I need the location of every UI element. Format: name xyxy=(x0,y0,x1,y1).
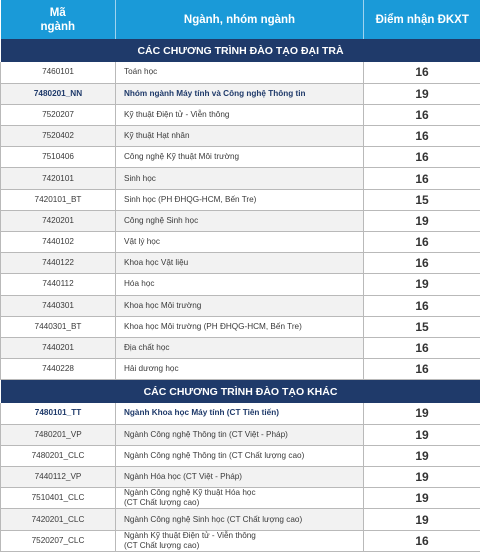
section-title: CÁC CHƯƠNG TRÌNH ĐÀO TẠO ĐẠI TRÀ xyxy=(1,39,480,62)
score-value: 19 xyxy=(364,83,480,104)
table-row xyxy=(1,337,480,358)
major-name: Công nghệ Sinh học xyxy=(116,210,364,231)
table-row xyxy=(1,147,480,168)
table-row xyxy=(1,488,480,509)
major-code: 7480201_NN xyxy=(1,83,116,104)
table-row xyxy=(1,189,480,210)
score-value: 16 xyxy=(364,232,480,253)
table-row xyxy=(1,316,480,337)
header-name: Ngành, nhóm ngành xyxy=(116,0,364,39)
table-row xyxy=(1,126,480,147)
major-name: Sinh học xyxy=(116,168,364,189)
score-value: 19 xyxy=(364,509,480,530)
major-name: Hải dương học xyxy=(116,359,364,380)
major-name: Khoa học Môi trường (PH ĐHQG-HCM, Bến Tre) xyxy=(116,316,364,337)
table-header-row xyxy=(1,0,480,39)
major-name: Kỹ thuật Hạt nhân xyxy=(116,126,364,147)
major-code: 7520207_CLC xyxy=(1,530,116,551)
table-row xyxy=(1,274,480,295)
score-value: 19 xyxy=(364,488,480,509)
major-name: Ngành Kỹ thuật Điện tử - Viễn thông (CT Chất lượng cao) xyxy=(116,530,364,551)
table-row xyxy=(1,253,480,274)
major-name: Sinh học (PH ĐHQG-HCM, Bến Tre) xyxy=(116,189,364,210)
score-value: 19 xyxy=(364,466,480,487)
major-name: Vật lý học xyxy=(116,232,364,253)
major-name: Hóa học xyxy=(116,274,364,295)
score-value: 16 xyxy=(364,530,480,551)
score-value: 19 xyxy=(364,445,480,466)
major-name: Kỹ thuật Điện tử - Viễn thông xyxy=(116,104,364,125)
major-name: Ngành Hóa học (CT Việt - Pháp) xyxy=(116,466,364,487)
score-value: 19 xyxy=(364,424,480,445)
score-value: 15 xyxy=(364,316,480,337)
score-value: 16 xyxy=(364,295,480,316)
major-name: Ngành Công nghệ Thông tin (CT Chất lượng cao) xyxy=(116,445,364,466)
major-code: 7510406 xyxy=(1,147,116,168)
section-title: CÁC CHƯƠNG TRÌNH ĐÀO TẠO KHÁC xyxy=(1,380,480,403)
table-row xyxy=(1,466,480,487)
major-code: 7520402 xyxy=(1,126,116,147)
table-row xyxy=(1,62,480,83)
major-name: Ngành Công nghệ Sinh học (CT Chất lượng cao) xyxy=(116,509,364,530)
score-value: 19 xyxy=(364,274,480,295)
score-value: 16 xyxy=(364,168,480,189)
major-code: 7440112_VP xyxy=(1,466,116,487)
table-row xyxy=(1,445,480,466)
major-name: Toán học xyxy=(116,62,364,83)
table-body xyxy=(1,39,480,552)
score-value: 16 xyxy=(364,337,480,358)
table-row xyxy=(1,83,480,104)
major-code: 7440102 xyxy=(1,232,116,253)
major-name: Ngành Khoa học Máy tính (CT Tiên tiến) xyxy=(116,403,364,424)
major-code: 7440301 xyxy=(1,295,116,316)
major-name: Công nghệ Kỹ thuật Môi trường xyxy=(116,147,364,168)
major-code: 7420101 xyxy=(1,168,116,189)
major-code: 7440301_BT xyxy=(1,316,116,337)
major-code: 7440112 xyxy=(1,274,116,295)
table-row xyxy=(1,530,480,551)
major-code: 7420101_BT xyxy=(1,189,116,210)
table-row xyxy=(1,359,480,380)
table-row xyxy=(1,295,480,316)
major-code: 7440228 xyxy=(1,359,116,380)
score-value: 16 xyxy=(364,104,480,125)
section-row xyxy=(1,39,480,62)
table-row xyxy=(1,210,480,231)
major-code: 7420201 xyxy=(1,210,116,231)
major-name: Địa chất học xyxy=(116,337,364,358)
score-value: 19 xyxy=(364,403,480,424)
score-value: 16 xyxy=(364,126,480,147)
table-row xyxy=(1,424,480,445)
major-code: 7480201_VP xyxy=(1,424,116,445)
major-code: 7460101 xyxy=(1,62,116,83)
header-score: Điểm nhận ĐKXT xyxy=(364,0,480,39)
major-code: 7440201 xyxy=(1,337,116,358)
major-code: 7440122 xyxy=(1,253,116,274)
major-name: Khoa học Môi trường xyxy=(116,295,364,316)
score-value: 16 xyxy=(364,147,480,168)
table-row xyxy=(1,509,480,530)
major-code: 7480201_CLC xyxy=(1,445,116,466)
score-value: 16 xyxy=(364,253,480,274)
header-code: Mã ngành xyxy=(1,0,116,39)
major-code: 7480101_TT xyxy=(1,403,116,424)
table-row xyxy=(1,403,480,424)
major-code: 7520207 xyxy=(1,104,116,125)
score-value: 16 xyxy=(364,359,480,380)
major-name: Khoa học Vật liệu xyxy=(116,253,364,274)
table-row xyxy=(1,168,480,189)
major-name: Ngành Công nghệ Kỹ thuật Hóa học (CT Chất lượng cao) xyxy=(116,488,364,509)
major-code: 7420201_CLC xyxy=(1,509,116,530)
table-row xyxy=(1,104,480,125)
score-value: 19 xyxy=(364,210,480,231)
major-name: Ngành Công nghệ Thông tin (CT Việt - Pháp) xyxy=(116,424,364,445)
major-code: 7510401_CLC xyxy=(1,488,116,509)
score-value: 16 xyxy=(364,62,480,83)
major-name: Nhóm ngành Máy tính và Công nghệ Thông tin xyxy=(116,83,364,104)
section-row xyxy=(1,380,480,403)
score-value: 15 xyxy=(364,189,480,210)
table-row xyxy=(1,232,480,253)
